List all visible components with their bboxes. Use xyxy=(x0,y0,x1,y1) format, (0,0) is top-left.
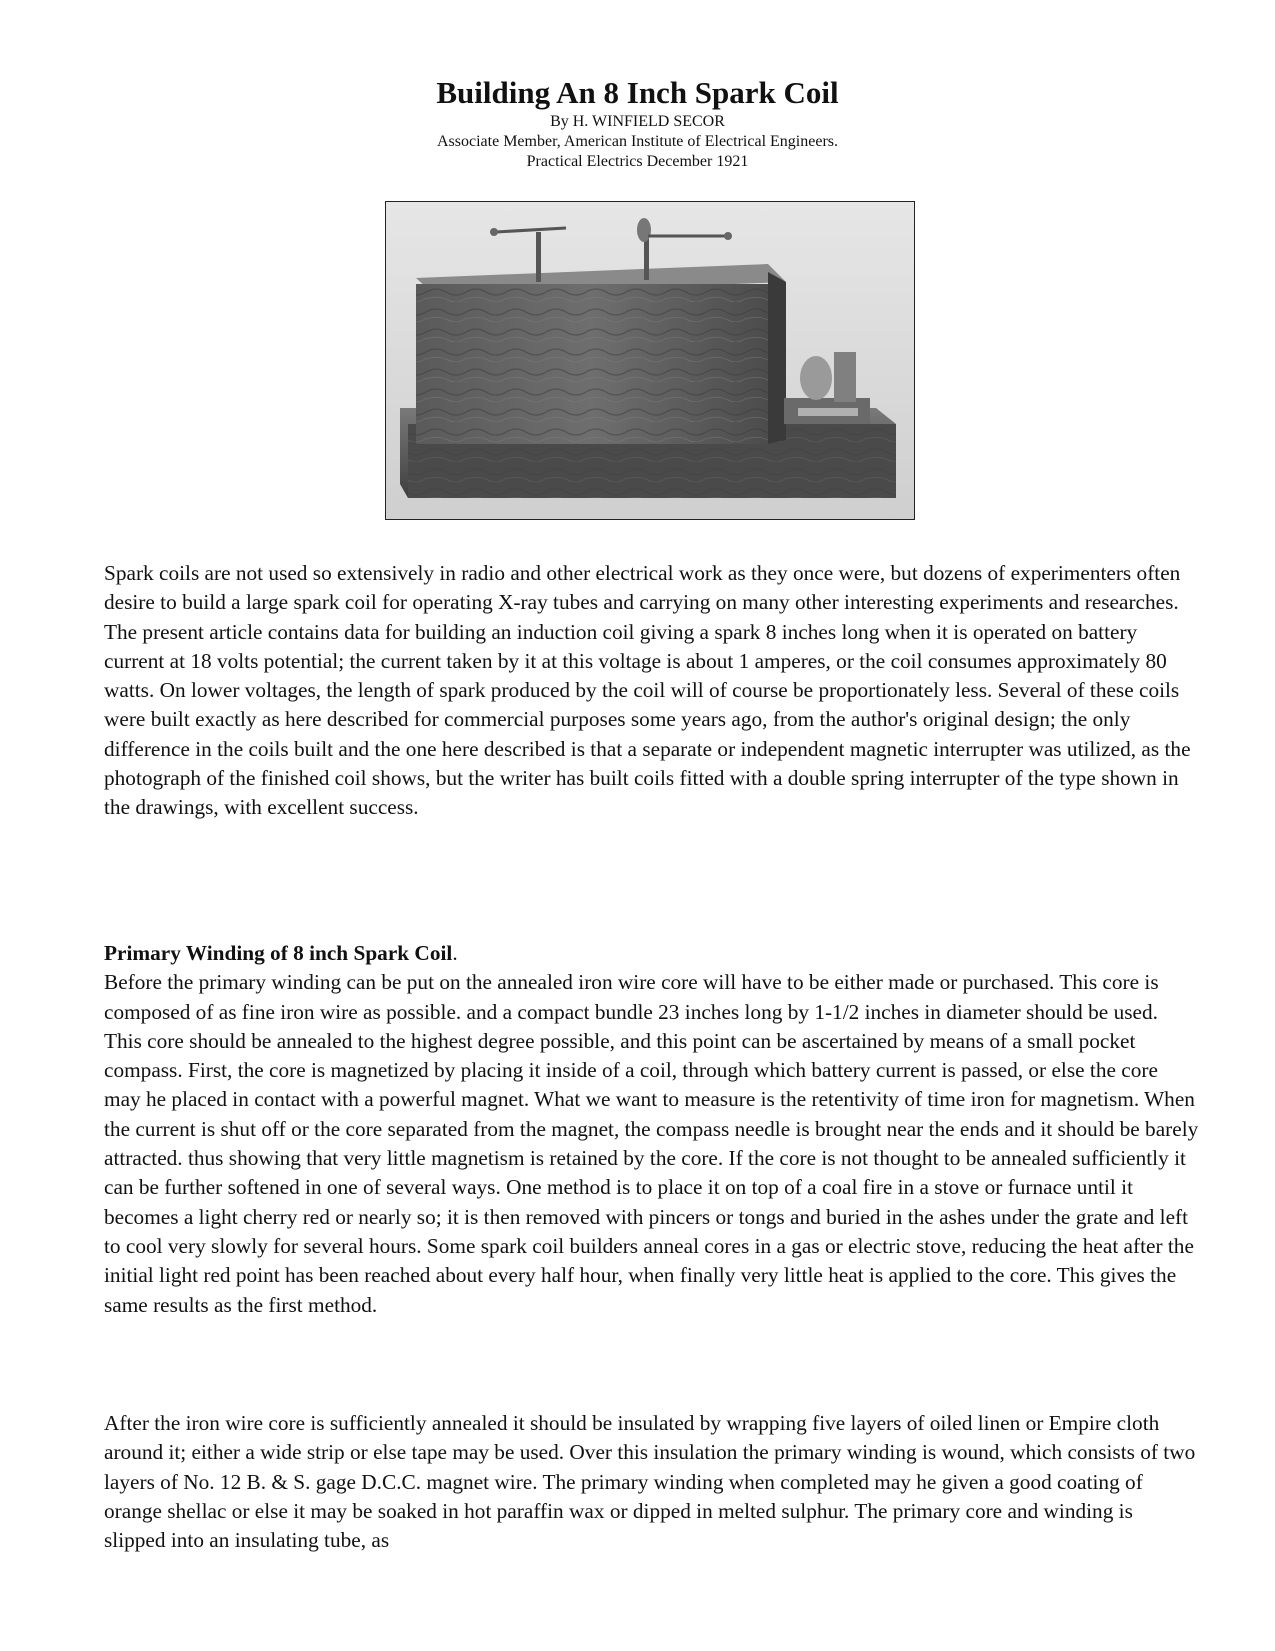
intro-paragraph: Spark coils are not used so extensively in radio and other electrical work as they once were, but dozens of experimenters often desire to build a large spark coil for operating X-ray tubes and carrying on many other interesting experiments and researches. The present article contains data for building an induction coil giving a spark 8 inches long when it is operated on battery current at 18 volts potential; the current taken by it at this voltage is about 1 amperes, or the coil consumes approximately 80 watts. On lower voltages, the length of spark produced by the coil will of course be proportionately less. Several of these coils were built exactly as here described for commercial purposes some years ago, from the author's original design; the only difference in the coils built and the one here described is that a separate or independent magnetic interrupter was utilized, as the photograph of the finished coil shows, but the writer has built coils fitted with a double spring interrupter of the type shown in the drawings, with excellent success. xyxy=(104,561,1191,820)
primary-winding-paragraph: Before the primary winding can be put on the annealed iron wire core will have to be either made or purchased. This core is composed of as fine iron wire as possible. and a compact bundle 23 inches long by 1-1/2 inches in diameter should be used. This core should be annealed to the highest degree possible, and this point can be ascertained by means of a small pocket compass. First, the core is magnetized by placing it inside of a coil, through which battery current is passed, or else the core may he placed in contact with a powerful magnet. What we want to measure is the retentivity of time iron for magnetism. When the current is shut off or the core separated from the magnet, the compass needle is brought near the ends and it should be barely attracted. thus showing that very little magnetism is retained by the core. If the core is not thought to be annealed sufficiently it can be further softened in one of several ways. One method is to place it on top of a coal fire in a stove or furnace until it becomes a light cherry red or nearly so; it is then removed with pincers or tongs and buried in the ashes under the grate and left to cool very slowly for several hours. Some spark coil builders anneal cores in a gas or electric stove, reducing the heat after the initial light red point has been reached about every half hour, when finally very little heat is applied to the core. This gives the same results as the first method. xyxy=(104,970,1199,1317)
spark-coil-photo xyxy=(385,201,915,520)
section-heading: Primary Winding of 8 inch Spark Coil xyxy=(104,941,453,965)
article-title: Building An 8 Inch Spark Coil xyxy=(436,75,839,110)
section-heading-punct: . xyxy=(452,941,458,965)
byline: By H. WINFIELD SECOR xyxy=(550,113,725,130)
publication-source: Practical Electrics December 1921 xyxy=(526,153,749,170)
primary-winding-section xyxy=(104,939,1199,1320)
article-header xyxy=(0,74,1275,172)
insulation-paragraph: After the iron wire core is sufficiently annealed it should be insulated by wrapping five layers of oiled linen or Empire cloth around it; either a wide strip or else tape may be used. Over this insulation the primary winding is wound, which consists of two layers of No. 12 B. & S. gage D.C.C. magnet wire. The primary winding when completed may he given a good coating of orange shellac or else it may be soaked in hot paraffin wax or dipped in melted sulphur. The primary core and winding is slipped into an insulating tube, as xyxy=(104,1411,1196,1553)
author-affiliation: Associate Member, American Institute of Electrical Engineers. xyxy=(437,133,838,150)
